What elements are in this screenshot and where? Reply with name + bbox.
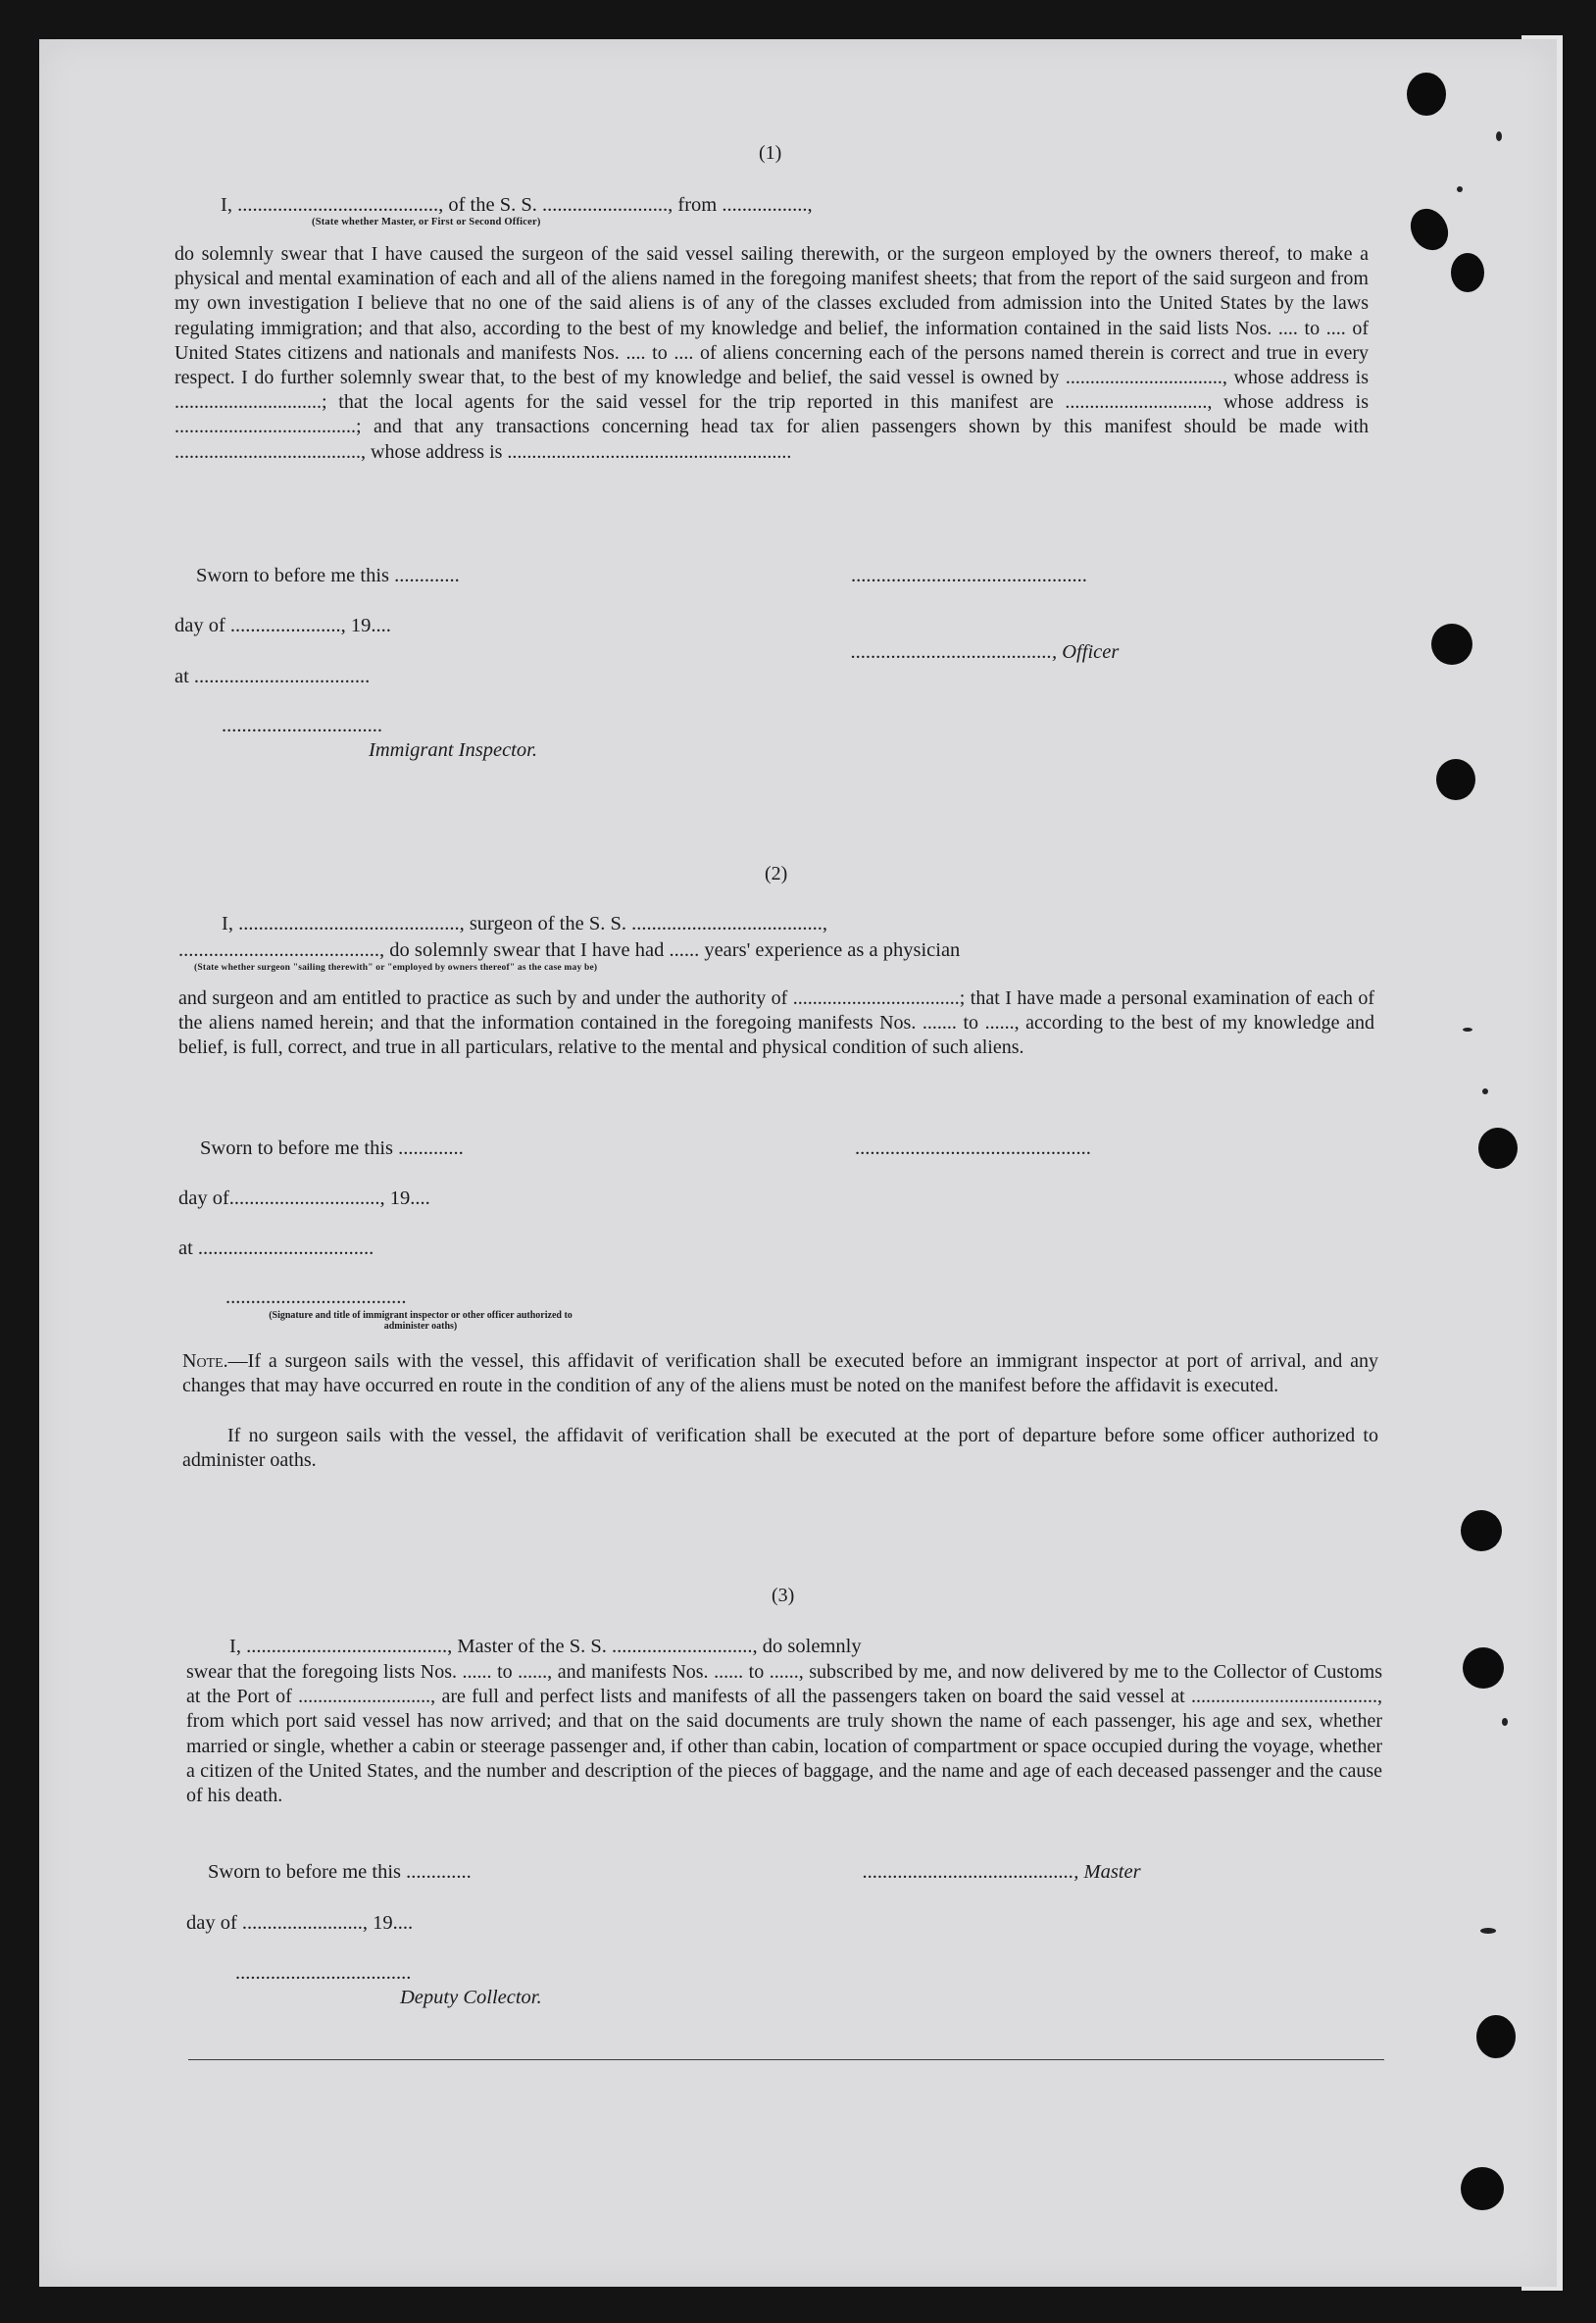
section-3-paragraph: swear that the foregoing lists Nos. ...... to ......, and manifests Nos. ...... to ......, subscribed by me, and now delivered by me to the Collector of Customs at the Port of ..........................., are full and perfect lists and manifests of all the passengers taken on board the said vessel at ......................................, from which port said vessel has now arrived; and that on the said documents are truly shown the name of each passenger, his age and sex, whether married or single, whether a cabin or steerage passenger and, if other than cabin, location of compartment or space occupied during the voyage, whether a citizen of the United States, and the number and description of the pieces of baggage, and the name and age of each deceased passenger and the cause of his death. xyxy=(186,1661,1382,1807)
section-3-master-line: .........................................., Master xyxy=(863,1861,1141,1883)
section-1-inspector-label: Immigrant Inspector. xyxy=(369,739,537,761)
note-2-text: If no surgeon sails with the vessel, the affidavit of verification shall be executed at the port of departure before some officer authorized to administer oaths. xyxy=(182,1425,1378,1472)
section-3-day: day of ........................, 19.... xyxy=(186,1912,414,1934)
section-1-opening-hint: (State whether Master, or First or Second Officer) xyxy=(312,217,541,227)
section-1-officer-line: ........................................, Officer xyxy=(851,641,1120,663)
punch-hole xyxy=(1436,759,1475,800)
section-2-note-2 xyxy=(182,1424,1378,1473)
section-3-number: (3) xyxy=(772,1585,795,1606)
section-2-inspector-hint: (Signature and title of immigrant inspector or other officer authorized to administer oaths) xyxy=(269,1310,573,1332)
punch-hole xyxy=(1451,253,1484,292)
punch-hole xyxy=(1431,624,1472,665)
section-2-line-1: I, ............................................, surgeon of the S. S. ......................................, xyxy=(222,913,828,934)
section-1-day: day of ......................, 19.... xyxy=(175,615,391,636)
ink-speck xyxy=(1496,131,1502,141)
section-2-number: (2) xyxy=(765,863,788,884)
punch-hole xyxy=(1461,1510,1502,1551)
section-2-line-2-hint: (State whether surgeon "sailing therewith" or "employed by owners thereof" as the case may be) xyxy=(194,963,598,973)
section-2-inspector-line: .................................... xyxy=(225,1287,407,1308)
section-3-line-1: I, ........................................, Master of the S. S. ............................, do solemnly xyxy=(229,1636,862,1657)
section-1-inspector-line: ................................ xyxy=(222,715,382,736)
ink-speck xyxy=(1502,1718,1508,1726)
section-1-signature-line: ............................................... xyxy=(851,565,1087,586)
section-2-paragraph: and surgeon and am entitled to practice as such by and under the authority of ..................................; that I have made a personal examination of each of the aliens named herein; and that the information contained in the foregoing manifests Nos. ....... to ......, according to the best of my knowledge and belief, is full, correct, and true in all particulars, relative to the mental and physical condition of such aliens. xyxy=(178,987,1374,1059)
ink-speck xyxy=(1480,1928,1496,1934)
ink-speck xyxy=(1482,1088,1488,1094)
section-2-day: day of.............................., 19.... xyxy=(178,1187,430,1209)
punch-hole xyxy=(1407,73,1446,116)
section-2-note xyxy=(182,1349,1378,1398)
section-1-paragraph: do solemnly swear that I have caused the surgeon of the said vessel sailing therewith, or the surgeon employed by the owners thereof, to make a physical and mental examination of each and all of the aliens named in the foregoing manifest sheets; that from the report of the said surgeon and from my own investigation I believe that no one of the said aliens is of any of the classes excluded from admission into the United States by the laws regulating immigration; and that also, according to the best of my knowledge and belief, the information contained in the said lists Nos. .... to .... of United States citizens and nationals and manifests Nos. .... to .... of aliens concerning each of the persons named therein is correct and true in every respect. I do further solemnly swear that, to the best of my knowledge and belief, the said vessel is owned by ................................, whose address is ..............................; that the local agents for the said vessel for the trip reported in this manifest are ............................., whose address is .....................................; and that any transactions concerning head tax for alien passengers shown by this manifest should be made with ......................................, whose address is .......................................................... xyxy=(175,243,1369,463)
punch-hole xyxy=(1478,1128,1518,1169)
section-2-at: at ................................... xyxy=(178,1237,374,1259)
ink-speck xyxy=(1457,186,1463,192)
section-1-number: (1) xyxy=(759,142,782,164)
punch-hole xyxy=(1461,2167,1504,2210)
punch-hole xyxy=(1476,2015,1516,2058)
section-3-collector-line: ................................... xyxy=(235,1962,412,1984)
section-1-at: at ................................... xyxy=(175,666,371,687)
section-2-sworn: Sworn to before me this ............. xyxy=(200,1137,464,1159)
section-3-sworn: Sworn to before me this ............. xyxy=(208,1861,472,1883)
ink-speck xyxy=(1463,1028,1472,1032)
section-2-signature-line: ............................................... xyxy=(855,1137,1091,1159)
section-2-line-2: ........................................, do solemnly swear that I have had ...... years' experience as a physician xyxy=(178,939,961,961)
section-1-opening-line: I, ........................................, of the S. S. ........................., from ................., xyxy=(221,194,813,216)
section-3-collector-label: Deputy Collector. xyxy=(400,1987,542,2008)
note-text: —If a surgeon sails with the vessel, this affidavit of verification shall be executed before an immigrant inspector at port of arrival, and any changes that may have occurred en route in the condition of any of the aliens must be noted on the manifest before the affidavit is executed. xyxy=(182,1350,1378,1397)
section-1-sworn: Sworn to before me this ............. xyxy=(196,565,460,586)
bottom-rule xyxy=(188,2059,1384,2060)
punch-hole xyxy=(1463,1647,1504,1689)
note-label: Note. xyxy=(182,1350,228,1372)
